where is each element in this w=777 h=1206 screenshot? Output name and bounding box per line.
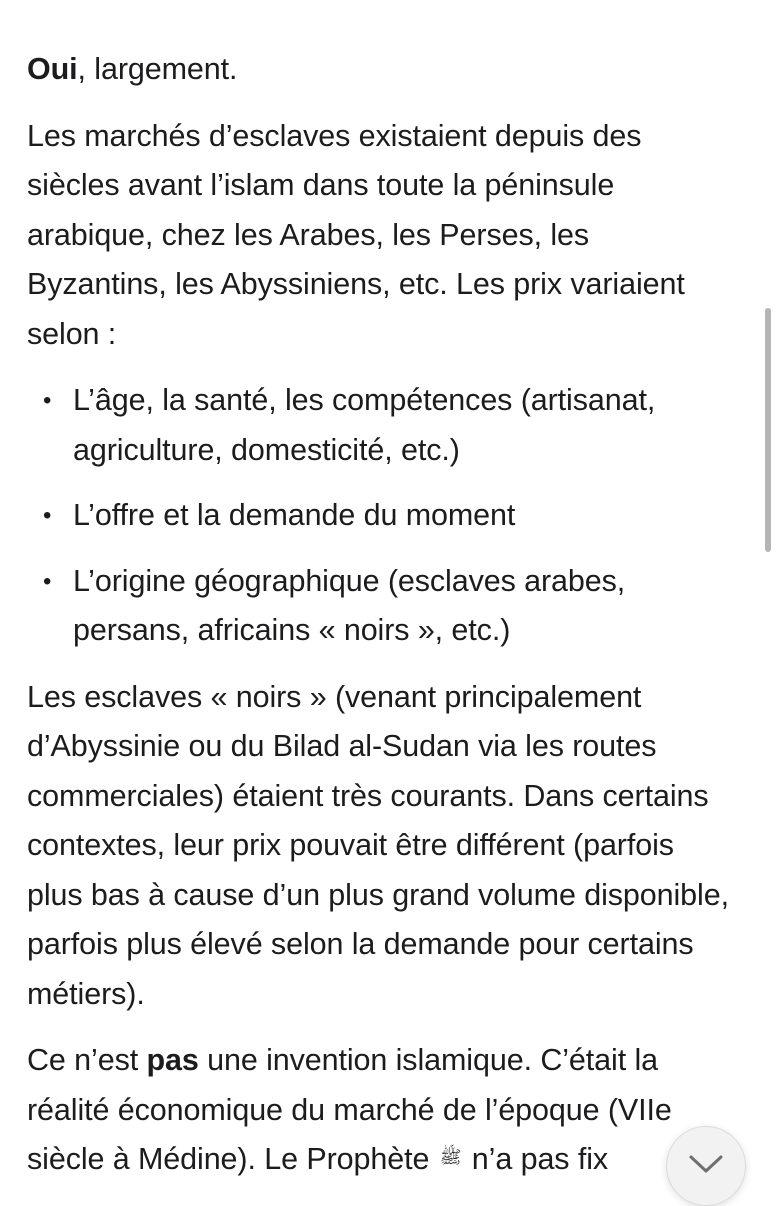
intro-bold: Oui <box>27 52 78 86</box>
price-factors-list <box>27 376 732 656</box>
list-item <box>27 376 732 475</box>
honorific-glyph: ﷺ <box>439 1147 462 1167</box>
scroll-down-button[interactable] <box>666 1126 746 1206</box>
paragraph-text: n’a pas fix <box>463 1142 609 1176</box>
bullet-icon: • <box>43 502 52 529</box>
paragraph-markets: Les marchés d’esclaves existaient depuis des siècles avant l’islam dans toute la péninsule arabique, chez les Arabes, les Perses, les Byzantins, les Abyssiniens, etc. Les prix variaient selon : <box>27 118 685 351</box>
message-content <box>27 45 732 1202</box>
scrollbar[interactable] <box>765 308 771 552</box>
list-item-text: L’offre et la demande du moment <box>73 498 516 532</box>
intro-text: , largement. <box>77 52 238 86</box>
paragraph-text: Ce n’est <box>27 1043 147 1077</box>
bullet-icon: • <box>43 387 52 414</box>
list-item-text: L’âge, la santé, les compétences (artisanat, agriculture, domesticité, etc.) <box>73 383 656 467</box>
intro-paragraph <box>27 45 732 95</box>
list-item <box>27 491 732 541</box>
paragraph-text: une invention islamique. C’était la réalité économique du marché de l’époque (VIIe siècle à Médine). Le Prophète <box>27 1043 672 1176</box>
list-item-text: L’origine géographique (esclaves arabes, persans, africains « noirs », etc.) <box>73 563 626 647</box>
paragraph-black-slaves: Les esclaves « noirs » (venant principalement d’Abyssinie ou du Bilad al-Sudan via les routes commerciales) étaient très courants. Dans certains contextes, leur prix pouvait être différent (parfois plus bas à cause d’un plus grand volume disponible, parfois plus élevé selon la demande pour certains métiers). <box>27 679 729 1011</box>
chevron-down-icon <box>689 1154 723 1174</box>
paragraph-not-islamic <box>27 1036 732 1185</box>
bullet-icon: • <box>43 567 52 595</box>
list-item <box>27 557 732 656</box>
emphasis-bold: pas <box>146 1043 199 1077</box>
